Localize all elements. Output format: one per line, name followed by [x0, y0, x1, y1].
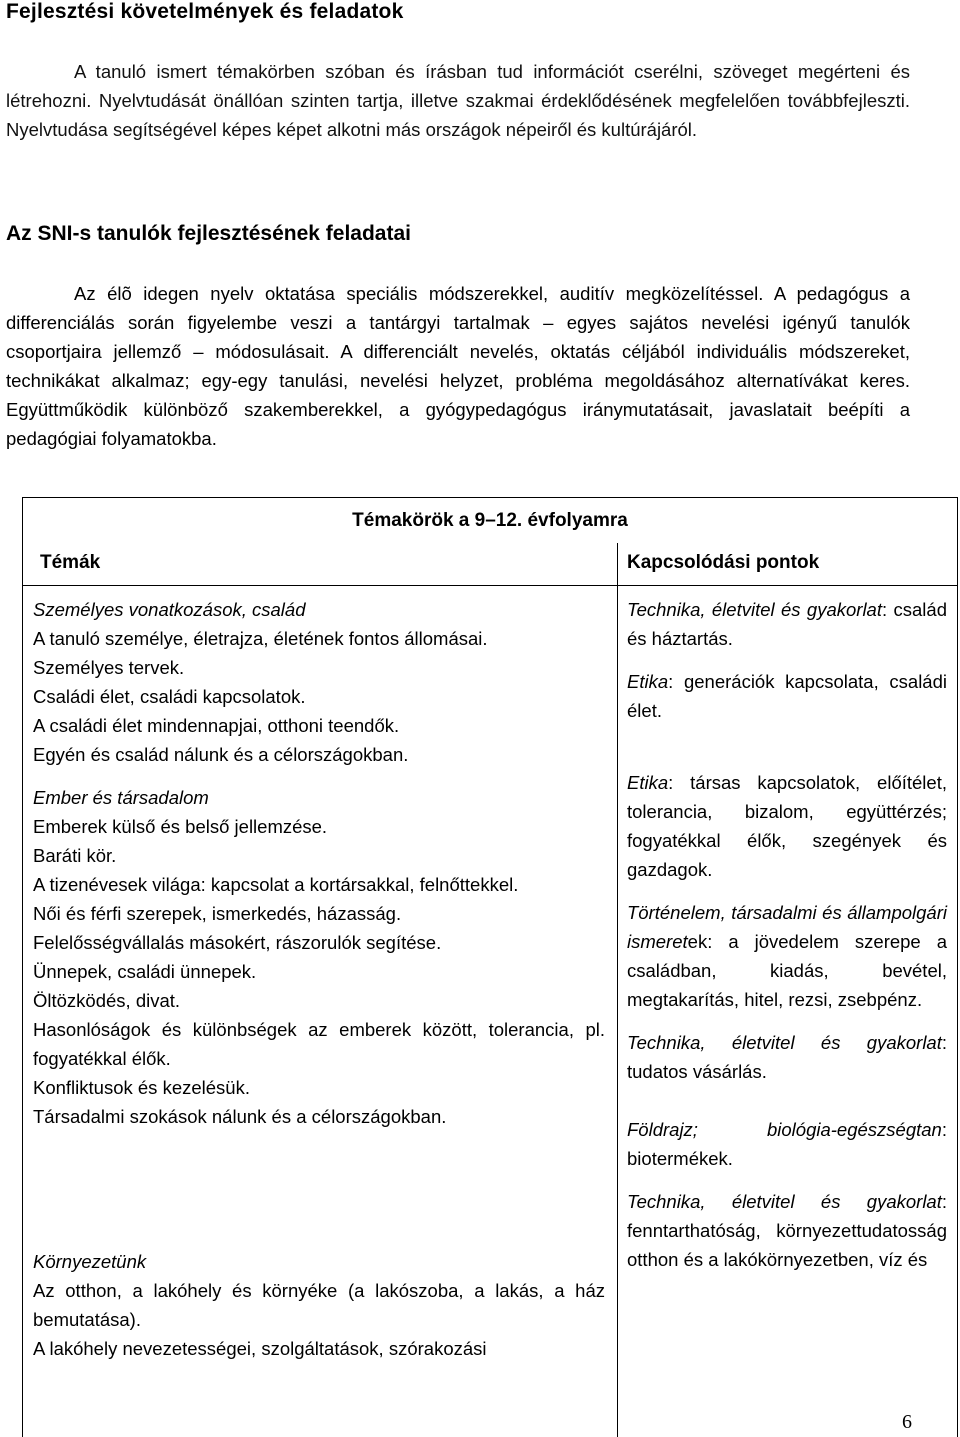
page-heading: Fejlesztési követelmények és feladatok — [6, 0, 404, 23]
topic-line: Társadalmi szokások nálunk és a célországokban. — [33, 1106, 447, 1127]
page-number: 6 — [902, 1411, 912, 1433]
topic-title: Személyes vonatkozások, család — [33, 599, 306, 620]
topic-block — [33, 595, 605, 769]
section-heading: Az SNI-s tanulók fejlesztésének feladatai — [6, 222, 411, 245]
topic-line: Baráti kör. — [33, 845, 117, 866]
column-header-connections: Kapcsolódási pontok — [627, 552, 820, 573]
topics-column — [33, 595, 605, 1363]
topic-line: A tanuló személye, életrajza, életének fontos állomásai. — [33, 628, 488, 649]
connection-item: Technika, életvitel és gyakorlat: tudatos vásárlás. — [627, 1032, 947, 1082]
header-divider — [23, 585, 957, 586]
topic-title: Ember és társadalom — [33, 787, 209, 808]
connection-item: Történelem, társadalmi és állampolgári ismeretek: a jövedelem szerepe a családban, kiadás, bevétel, megtakarítás, hitel, rezsi, zsebpénz. — [627, 902, 947, 1010]
topic-line: Személyes tervek. — [33, 657, 185, 678]
topic-line: A családi élet mindennapjai, otthoni teendők. — [33, 715, 400, 736]
column-divider — [617, 543, 618, 1437]
topic-line: Hasonlóságok és különbségek az emberek között, tolerancia, pl. fogyatékkal élők. — [33, 1019, 605, 1069]
topic-block — [33, 783, 605, 1131]
topic-line: Öltözködés, divat. — [33, 990, 181, 1011]
column-header-topics: Témák — [40, 552, 101, 573]
topic-title: Környezetünk — [33, 1251, 147, 1272]
topic-line: Női és férfi szerepek, ismerkedés, házasság. — [33, 903, 402, 924]
topic-line: Felelősségvállalás másokért, rászorulók segítése. — [33, 932, 442, 953]
connection-item: Technika, életvitel és gyakorlat: család és háztartás. — [627, 599, 947, 649]
connection-item: Etika: generációk kapcsolata, családi élet. — [627, 671, 947, 721]
topic-block — [33, 1247, 605, 1363]
connections-column — [627, 595, 947, 1274]
connection-item: Technika, életvitel és gyakorlat: fenntarthatóság, környezettudatosság otthon és a lakókörnyezetben, víz és — [627, 1191, 947, 1270]
topic-line: Az otthon, a lakóhely és környéke (a lakószoba, a lakás, a ház bemutatása). — [33, 1280, 605, 1330]
topics-table — [22, 497, 958, 1437]
connection-item: Etika: társas kapcsolatok, előítélet, tolerancia, bizalom, együttérzés; fogyatékkal élők, szegények és gazdagok. — [627, 772, 947, 880]
connection-item: Földrajz; biológia-egészségtan: biotermékek. — [627, 1119, 947, 1169]
topic-line: A lakóhely nevezetességei, szolgáltatások, szórakozási — [33, 1338, 487, 1359]
topic-line: Ünnepek, családi ünnepek. — [33, 961, 257, 982]
topic-line: A tizenévesek világa: kapcsolat a kortársakkal, felnőttekkel. — [33, 874, 519, 895]
sni-paragraph: Az élõ idegen nyelv oktatása speciális módszerekkel, auditív megközelítéssel. A pedagógus a differenciálás során figyelembe veszi a tantárgyi tartalmak – egyes sajátos nevelési igényű tanulók csoportjaira jellemző – módosulásait. A differenciált nevelés, oktatás céljából individuális módszereket, technikákat alkalmaz; egy-egy tanulási, nevelési helyzet, probléma megoldásához alternatívákat keres. Együttműködik különböző szakemberekkel, a gyógypedagógus iránymutatásait, javaslatait beépíti a pedagógiai folyamatokba. — [6, 283, 910, 449]
topic-line: Családi élet, családi kapcsolatok. — [33, 686, 306, 707]
topic-line: Egyén és család nálunk és a célországokban. — [33, 744, 409, 765]
intro-paragraph: A tanuló ismert témakörben szóban és írásban tud információt cserélni, szöveget megérteni és létrehozni. Nyelvtudását önállóan szinten tartja, illetve szakmai érdeklődésének megfelelően továbbfejleszti. Nyelvtudása segítségével képes képet alkotni más országok népeiről és kultúrájáról. — [6, 61, 910, 140]
table-caption: Témakörök a 9–12. évfolyamra — [352, 510, 628, 531]
topic-line: Konfliktusok és kezelésük. — [33, 1077, 250, 1098]
topic-line: Emberek külső és belső jellemzése. — [33, 816, 328, 837]
